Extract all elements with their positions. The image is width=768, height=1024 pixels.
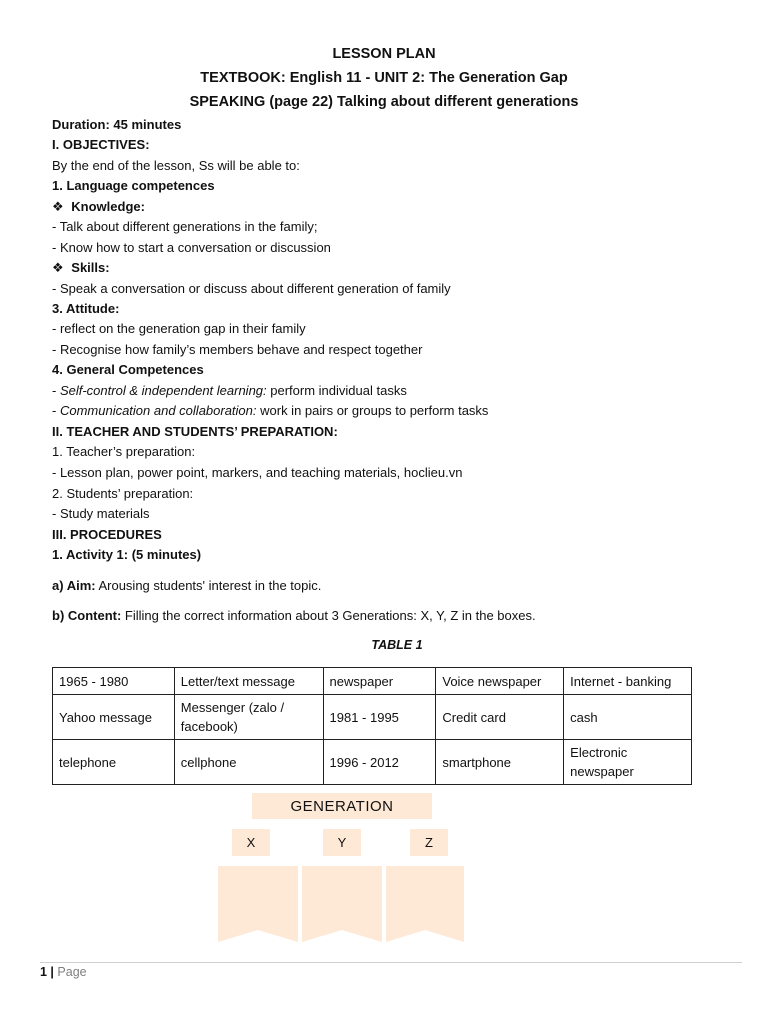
general-item-2 (52, 403, 488, 419)
list-dash: - (52, 383, 60, 398)
table-row (53, 668, 692, 695)
aim-label: a) Aim: (52, 578, 96, 593)
skills-label: Skills: (71, 260, 110, 275)
table-cell: 1965 - 1980 (53, 668, 175, 695)
diamond-bullet-icon: ❖ (52, 199, 64, 214)
lesson-plan-title: LESSON PLAN (332, 46, 436, 62)
attitude-item-1: - reflect on the generation gap in their family (52, 321, 306, 336)
table-cell: Electronic newspaper (564, 740, 692, 785)
generation-x-label: X (232, 829, 270, 856)
table-cell: Letter/text message (174, 668, 323, 695)
table-caption: TABLE 1 (371, 638, 423, 652)
general-item-2-label: Communication and collaboration: (59, 403, 257, 418)
generation-y-label: Y (323, 829, 361, 856)
general-item-2-text: work in pairs or groups to perform tasks (256, 403, 489, 418)
general-item-1-text: perform individual tasks (266, 383, 407, 398)
speaking-title: SPEAKING (page 22) Talking about different generations (189, 94, 579, 110)
content-line (52, 608, 536, 624)
table-cell: smartphone (436, 740, 564, 785)
generation-x-ribbon (218, 866, 298, 942)
language-competences-heading: 1. Language competences (52, 178, 215, 193)
generation-table (52, 667, 692, 785)
attitude-heading: 3. Attitude: (52, 301, 120, 316)
diamond-bullet-icon: ❖ (52, 260, 64, 275)
generation-z-label: Z (410, 829, 448, 856)
knowledge-item-1: - Talk about different generations in the family; (52, 219, 318, 234)
general-item-1 (52, 383, 407, 399)
general-competences-heading: 4. General Competences (52, 362, 204, 377)
generation-z-ribbon (386, 866, 464, 942)
activity-1-heading: 1. Activity 1: (5 minutes) (52, 547, 202, 562)
table-cell: Credit card (436, 695, 564, 740)
table-cell: Internet - banking (564, 668, 692, 695)
aim-line (52, 578, 321, 594)
attitude-item-2: - Recognise how family’s members behave and respect together (52, 342, 423, 357)
content-label: b) Content: (52, 608, 122, 623)
footer-divider (40, 962, 742, 963)
general-item-1-label: Self-control & independent learning: (59, 383, 267, 398)
table-cell: cash (564, 695, 692, 740)
table-cell: newspaper (323, 668, 436, 695)
generation-y-ribbon (302, 866, 382, 942)
table-cell: 1981 - 1995 (323, 695, 436, 740)
objectives-heading: I. OBJECTIVES: (52, 137, 150, 152)
table-row (53, 740, 692, 785)
list-dash: - (52, 403, 60, 418)
knowledge-item-2: - Know how to start a conversation or discussion (52, 240, 331, 255)
table-cell: telephone (53, 740, 175, 785)
table-cell: Voice newspaper (436, 668, 564, 695)
objectives-intro: By the end of the lesson, Ss will be able to: (52, 158, 300, 173)
aim-text: Arousing students' interest in the topic. (95, 578, 322, 593)
table-cell: Yahoo message (53, 695, 175, 740)
knowledge-label: Knowledge: (71, 199, 145, 214)
generation-title-box: GENERATION (252, 793, 432, 819)
student-preparation-items: - Study materials (52, 506, 150, 521)
table-row (53, 695, 692, 740)
table-cell: Messenger (zalo / facebook) (174, 695, 323, 740)
footer-separator: | (46, 965, 58, 979)
textbook-title: TEXTBOOK: English 11 - UNIT 2: The Generation Gap (200, 70, 568, 86)
table-cell: cellphone (174, 740, 323, 785)
skills-item-1: - Speak a conversation or discuss about different generation of family (52, 281, 451, 296)
table-cell: 1996 - 2012 (323, 740, 436, 785)
teacher-preparation-items: - Lesson plan, power point, markers, and teaching materials, hoclieu.vn (52, 465, 463, 480)
student-preparation: 2. Students’ preparation: (52, 486, 194, 501)
duration: Duration: 45 minutes (52, 117, 182, 132)
knowledge-heading (52, 199, 145, 215)
page-label: Page (57, 965, 87, 979)
page-footer (40, 965, 87, 979)
page-number: 1 (40, 965, 47, 979)
preparation-heading: II. TEACHER AND STUDENTS’ PREPARATION: (52, 424, 338, 439)
teacher-preparation: 1. Teacher’s preparation: (52, 444, 196, 459)
procedures-heading: III. PROCEDURES (52, 527, 162, 542)
skills-heading (52, 260, 110, 276)
content-text: Filling the correct information about 3 Generations: X, Y, Z in the boxes. (121, 608, 536, 623)
